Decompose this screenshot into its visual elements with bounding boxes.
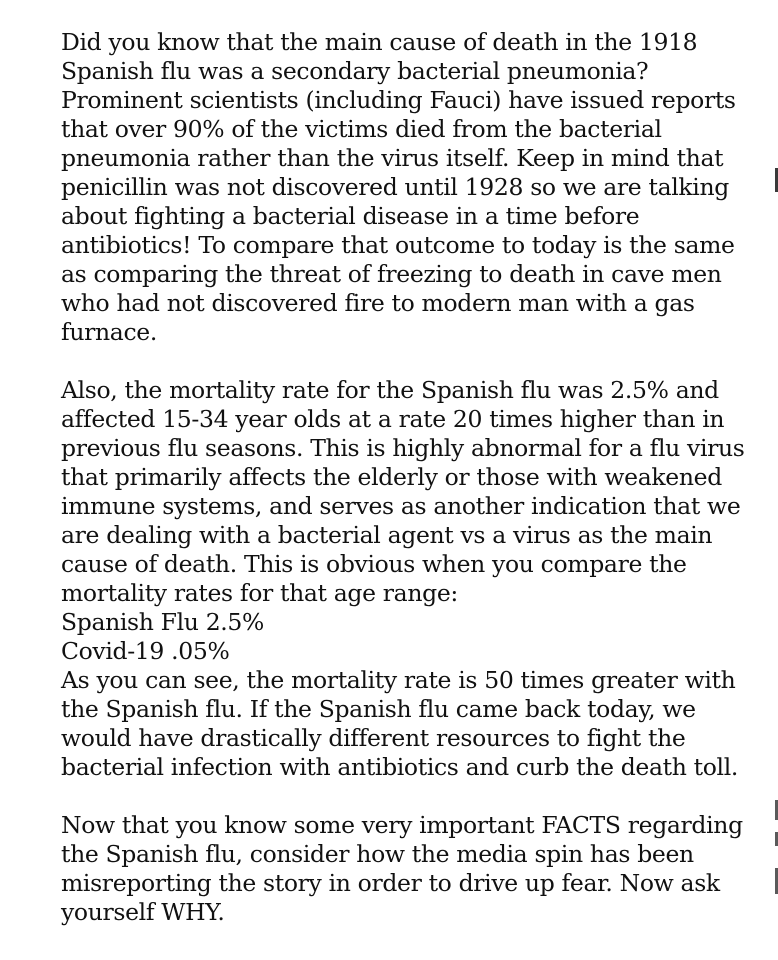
text-line: immune systems, and serves as another indication that we bbox=[61, 492, 741, 520]
text-line: Did you know that the main cause of death in the 1918 bbox=[61, 28, 698, 56]
document-text bbox=[61, 28, 751, 927]
paragraph-spacer bbox=[61, 347, 751, 376]
text-line: the Spanish flu, consider how the media spin has been bbox=[61, 840, 694, 868]
text-line: pneumonia rather than the virus itself. Keep in mind that bbox=[61, 144, 724, 172]
text-line: misreporting the story in order to drive up fear. Now ask bbox=[61, 869, 720, 897]
paragraph-3 bbox=[61, 811, 751, 927]
text-line: about fighting a bacterial disease in a time before bbox=[61, 202, 640, 230]
text-line: Spanish Flu 2.5% bbox=[61, 608, 264, 636]
text-line: furnace. bbox=[61, 318, 157, 346]
paragraph-1 bbox=[61, 28, 751, 347]
text-line: bacterial infection with antibiotics and curb the death toll. bbox=[61, 753, 738, 781]
text-line: cause of death. This is obvious when you compare the bbox=[61, 550, 687, 578]
text-line: As you can see, the mortality rate is 50 times greater with bbox=[61, 666, 736, 694]
text-line: Spanish flu was a secondary bacterial pneumonia? bbox=[61, 57, 649, 85]
text-line: previous flu seasons. This is highly abnormal for a flu virus bbox=[61, 434, 745, 462]
text-line: the Spanish flu. If the Spanish flu came back today, we bbox=[61, 695, 696, 723]
text-line: as comparing the threat of freezing to death in cave men bbox=[61, 260, 722, 288]
text-line: mortality rates for that age range: bbox=[61, 579, 458, 607]
text-line: Now that you know some very important FACTS regarding bbox=[61, 811, 743, 839]
text-line: would have drastically different resources to fight the bbox=[61, 724, 686, 752]
text-line: affected 15-34 year olds at a rate 20 times higher than in bbox=[61, 405, 725, 433]
text-line: Also, the mortality rate for the Spanish flu was 2.5% and bbox=[61, 376, 719, 404]
text-line: who had not discovered fire to modern man with a gas bbox=[61, 289, 695, 317]
paragraph-2 bbox=[61, 376, 751, 782]
text-line: yourself WHY. bbox=[61, 898, 225, 926]
text-line: are dealing with a bacterial agent vs a virus as the main bbox=[61, 521, 713, 549]
text-line: antibiotics! To compare that outcome to today is the same bbox=[61, 231, 735, 259]
text-line: penicillin was not discovered until 1928 so we are talking bbox=[61, 173, 729, 201]
text-line: Prominent scientists (including Fauci) have issued reports bbox=[61, 86, 736, 114]
paragraph-spacer bbox=[61, 782, 751, 811]
text-line: that primarily affects the elderly or those with weakened bbox=[61, 463, 722, 491]
text-line: that over 90% of the victims died from the bacterial bbox=[61, 115, 662, 143]
text-line: Covid-19 .05% bbox=[61, 637, 230, 665]
